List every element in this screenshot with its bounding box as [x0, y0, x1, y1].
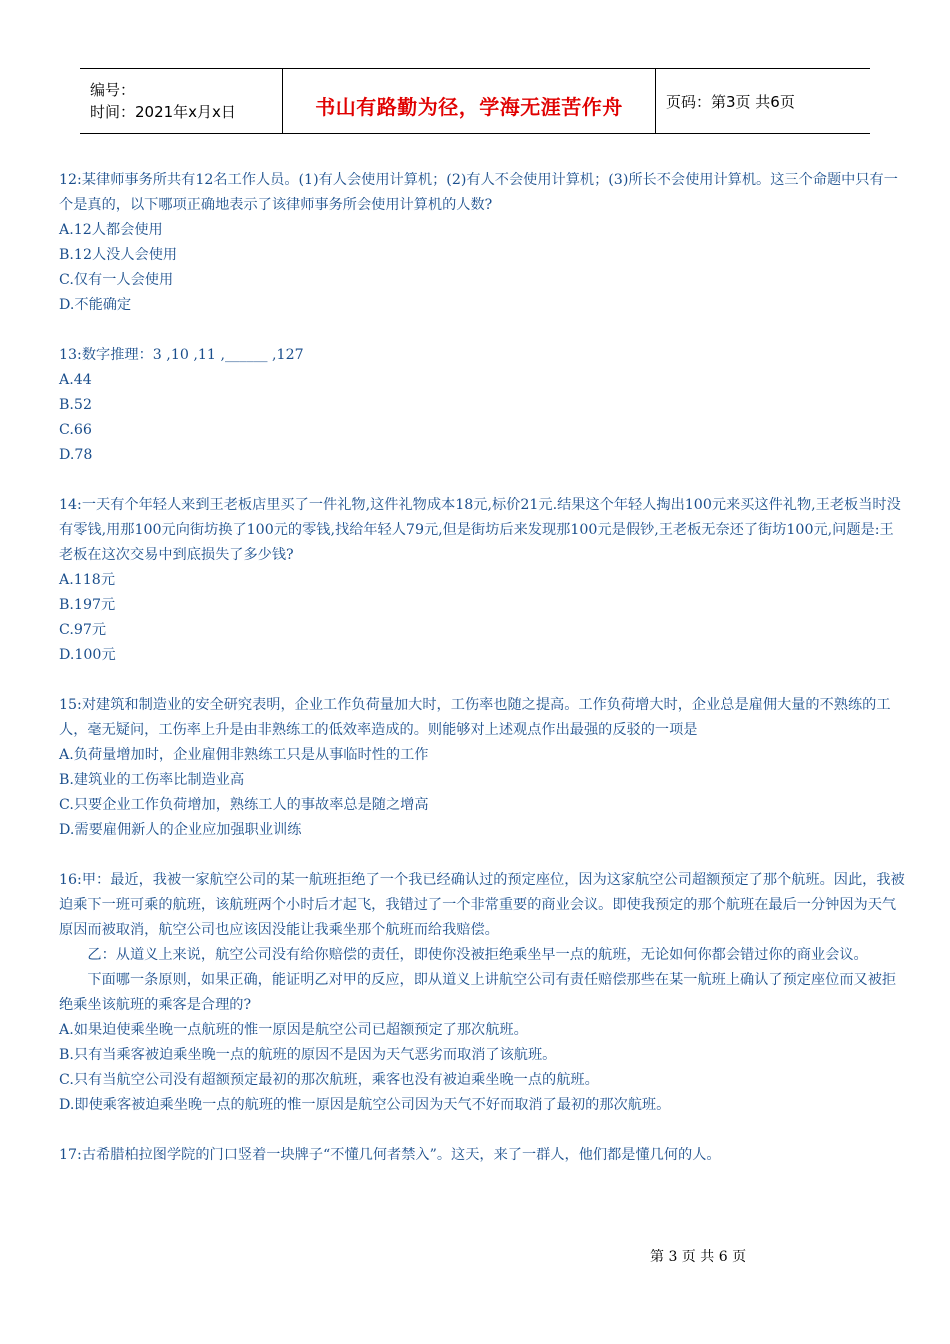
document-date-label: 时间：2021年x月x日: [90, 103, 236, 121]
question-stem: 16:甲：最近，我被一家航空公司的某一航班拒绝了一个我已经确认过的预定座位，因为这家航空公司超额预定了那个航班。因此，我被迫乘下一班可乘的航班，该航班两个小时后才起飞，我错过了一个非常重要的商业会议。即使我预定的那个航班在最后一分钟因为天气原因而被取消，航空公司也应该因没能让我乘坐那个航班而给我赔偿。: [59, 872, 905, 938]
header-motto-cell: [282, 69, 656, 133]
option-c: C.只要企业工作负荷增加，熟练工人的事故率总是随之增高: [59, 797, 429, 813]
question-stem: 13:数字推理：3 ,10 ,11 ,______ ,127: [59, 347, 304, 363]
option-b: B.建筑业的工伤率比制造业高: [59, 772, 245, 788]
question-list: [59, 168, 907, 1193]
option-c: C.97元: [59, 622, 107, 638]
option-c: C.仅有一人会使用: [59, 272, 174, 288]
option-c: C.66: [59, 422, 92, 438]
option-d: D.100元: [59, 647, 116, 663]
header-page-number: 页码：第3页 共6页: [666, 92, 795, 111]
page-header: [80, 68, 870, 134]
option-c: C.只有当航空公司没有超额预定最初的那次航班，乘客也没有被迫乘坐晚一点的航班。: [59, 1072, 599, 1088]
option-b: B.197元: [59, 597, 116, 613]
question-16: [59, 868, 907, 1118]
option-d: D.即使乘客被迫乘坐晚一点的航班的惟一原因是航空公司因为天气不好而取消了最初的那次航班。: [59, 1097, 671, 1113]
option-a: A.如果迫使乘坐晚一点航班的惟一原因是航空公司已超额预定了那次航班。: [59, 1022, 528, 1038]
option-a: A.44: [59, 372, 92, 388]
question-15: [59, 693, 907, 843]
question-stem: 14:一天有个年轻人来到王老板店里买了一件礼物,这件礼物成本18元,标价21元.结果这个年轻人掏出100元来买这件礼物,王老板当时没有零钱,用那100元向街坊换了100元的零钱,找给年轻人79元,但是街坊后来发现那100元是假钞,王老板无奈还了街坊100元,问题是:王老板在这次交易中到底损失了多少钱?: [59, 497, 901, 563]
header-page-cell: [656, 69, 870, 133]
page-footer: 第 3 页 共 6 页: [650, 1249, 747, 1265]
question-13: [59, 343, 907, 468]
option-a: A.12人都会使用: [59, 222, 163, 238]
header-left-cell: [80, 69, 282, 133]
header-motto: 书山有路勤为径，学海无涯苦作舟: [315, 94, 623, 119]
question-stem: 12:某律师事务所共有12名工作人员。(1)有人会使用计算机；(2)有人不会使用计算机；(3)所长不会使用计算机。这三个命题中只有一个是真的，以下哪项正确地表示了该律师事务所会使用计算机的人数?: [59, 172, 898, 213]
question-17: [59, 1143, 907, 1168]
question-stem: 17:古希腊柏拉图学院的门口竖着一块牌子“不懂几何者禁入”。这天，来了一群人，他们都是懂几何的人。: [59, 1147, 721, 1163]
question-paragraph: 乙：从道义上来说，航空公司没有给你赔偿的责任，即使你没被拒绝乘坐早一点的航班，无论如何你都会错过你的商业会议。: [87, 947, 868, 963]
option-b: B.12人没人会使用: [59, 247, 178, 263]
option-b: B.只有当乘客被迫乘坐晚一点的航班的原因不是因为天气恶劣而取消了该航班。: [59, 1047, 557, 1063]
question-stem: 15:对建筑和制造业的安全研究表明，企业工作负荷量加大时，工伤率也随之提高。工作负荷增大时，企业总是雇佣大量的不熟练的工人，毫无疑问，工伤率上升是由非熟练工的低效率造成的。则能够对上述观点作出最强的反驳的一项是: [59, 697, 891, 738]
option-a: A.负荷量增加时，企业雇佣非熟练工只是从事临时性的工作: [59, 747, 429, 763]
option-d: D.需要雇佣新人的企业应加强职业训练: [59, 822, 302, 838]
option-a: A.118元: [59, 572, 116, 588]
document-number-label: 编号：: [90, 81, 136, 99]
option-d: D.78: [59, 447, 93, 463]
option-b: B.52: [59, 397, 92, 413]
question-14: [59, 493, 907, 668]
question-12: [59, 168, 907, 318]
option-d: D.不能确定: [59, 297, 132, 313]
question-paragraph: 下面哪一条原则，如果正确，能证明乙对甲的反应，即从道义上讲航空公司有责任赔偿那些在某一航班上确认了预定座位而又被拒绝乘坐该航班的乘客是合理的?: [59, 972, 897, 1013]
